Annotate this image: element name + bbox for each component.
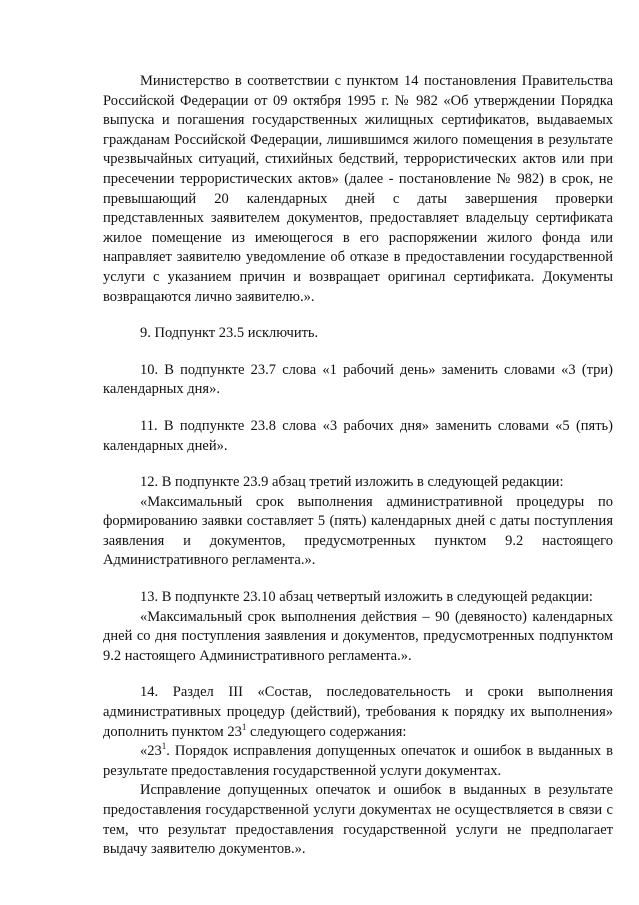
paragraph-item-12-quote: «Максимальный срок выполнения административной процедуры по формированию заявки составляет 5 (пять) календарных дней с даты поступления заявления и документов, предусмотренных пунктом 9.2 настоящего Административного регламента.».: [103, 493, 613, 569]
paragraph-item-14-heading: [103, 742, 613, 781]
heading-text-before: «23: [140, 743, 162, 760]
paragraph-item-9: 9. Подпункт 23.5 исключить.: [140, 325, 319, 342]
superscript-1: 1: [161, 741, 167, 752]
paragraph-intro: Министерство в соответствии с пунктом 14 постановления Правительства Российской Федерации от 09 октября 1995 г. № 982 «Об утверждении Порядка выпуска и погашения государственных жилищных сертификатов, выдаваемых гражданам Российской Федерации, лишившимся жилого помещения в результате чрезвычайных ситуаций, стихийных бедствий, террористических актов или при пресечении террористических актов» (далее - постановление № 982) в срок, не превышающий 20 календарных дней с даты завершения проверки представленных заявителем документов, предоставляет владельцу сертификата жилое помещение из имеющегося в его распоряжении жилого фонда или направляет заявителю уведомление об отказе в предоставлении государственной услуги с указанием причин и возвращает оригинал сертификата. Документы возвращаются лично заявителю.».: [103, 73, 613, 305]
heading-text-after: . Порядок исправления допущенных опечаток и ошибок в выданных в результате предоставления государственной услуги документах.: [103, 743, 613, 779]
paragraph-item-14: [103, 683, 613, 742]
paragraph-item-14-body: Исправление допущенных опечаток и ошибок в выданных в результате предоставления государственной услуги документах не осуществляется в связи с тем, что результат предоставления государственной услуги не предполагает выдачу заявителю документов.».: [103, 782, 613, 858]
paragraph-item-10: 10. В подпункте 23.7 слова «1 рабочий день» заменить словами «3 (три) календарных дня».: [103, 361, 613, 398]
paragraph-item-14-text-after: следующего содержания:: [246, 723, 407, 740]
paragraph-item-14-text-before: 14. Раздел III «Состав, последовательность и сроки выполнения административных процедур (действий), требования к порядку их выполнения» дополнить пунктом 23: [103, 684, 613, 740]
paragraph-item-13: 13. В подпункте 23.10 абзац четвертый изложить в следующей редакции:: [140, 589, 593, 606]
paragraph-item-12: 12. В подпункте 23.9 абзац третий изложить в следующей редакции:: [140, 474, 564, 491]
document-page: [103, 72, 613, 860]
paragraph-item-11: 11. В подпункте 23.8 слова «3 рабочих дня» заменить словами «5 (пять) календарных дней».: [103, 417, 613, 454]
superscript-1: 1: [241, 721, 247, 732]
paragraph-item-13-quote: «Максимальный срок выполнения действия – 90 (девяносто) календарных дней со дня поступления заявления и документов, предусмотренных подпунктом 9.2 настоящего Административного регламента.».: [103, 608, 613, 664]
